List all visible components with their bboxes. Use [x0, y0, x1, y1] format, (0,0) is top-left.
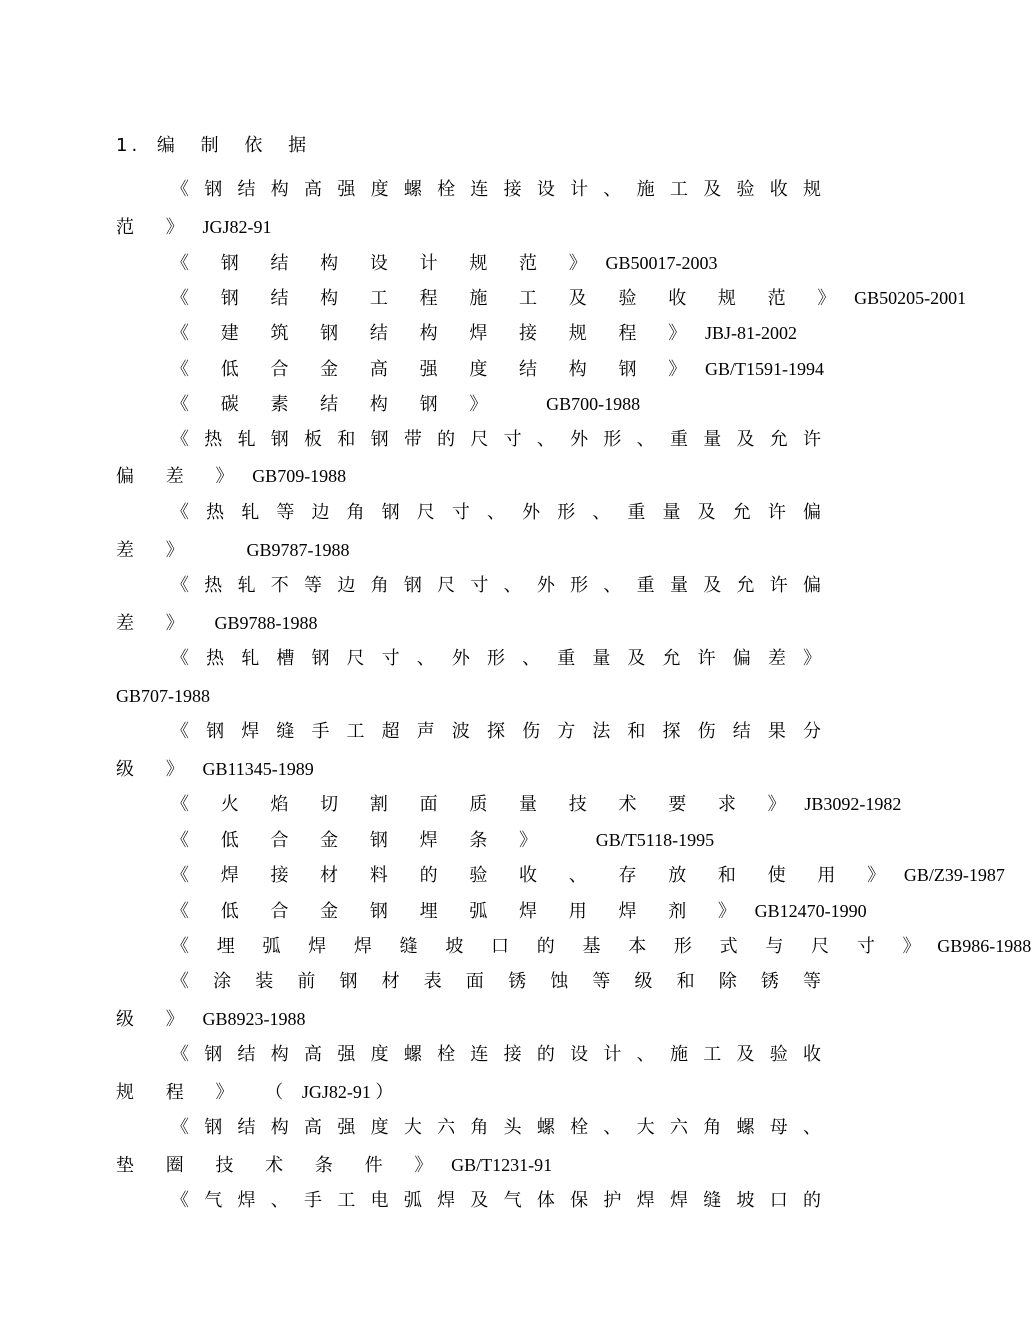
reference-title: 规 程 》 （ [116, 1082, 297, 1103]
reference-line [116, 537, 349, 563]
reference-title: 《 热 轧 槽 钢 尺 寸 、 外 形 、 重 量 及 允 许 偏 差 》 [171, 648, 821, 669]
reference-title: 《 气 焊 、 手 工 电 弧 焊 及 气 体 保 护 焊 焊 缝 坡 口 的 [171, 1190, 821, 1211]
reference-line [116, 756, 314, 782]
reference-line [116, 683, 210, 709]
reference-code: GB/T1591-1994 [704, 359, 824, 379]
reference-title: 《 热 轧 钢 板 和 钢 带 的 尺 寸 、 外 形 、 重 量 及 允 许 [171, 429, 821, 450]
reference-code: GB/Z39-1987 [903, 865, 1005, 885]
reference-code: GB9787-1988 [246, 540, 350, 560]
reference-title: 《 钢 结 构 高 强 度 螺 栓 连 接 的 设 计 、 施 工 及 验 收 [171, 1044, 821, 1065]
reference-title: 差 》 [116, 613, 197, 634]
reference-line [171, 969, 821, 995]
reference-title: 《 低 合 金 钢 焊 条 》 [171, 830, 551, 851]
reference-line [171, 1188, 821, 1214]
reference-title: 垫 圈 技 术 条 件 》 [116, 1155, 446, 1176]
reference-line [171, 791, 901, 817]
reference-line [116, 214, 271, 240]
reference-title: 差 》 [116, 540, 197, 561]
reference-title: 《 低 合 金 钢 埋 弧 焊 用 焊 剂 》 [171, 901, 749, 922]
reference-line [171, 646, 821, 672]
reference-title: 《 钢 焊 缝 手 工 超 声 波 探 伤 方 法 和 探 伤 结 果 分 [171, 721, 821, 742]
reference-title: 《 埋 弧 焊 焊 缝 坡 口 的 基 本 形 式 与 尺 寸 》 [171, 936, 932, 957]
reference-line [116, 463, 346, 489]
reference-line [171, 250, 718, 276]
reference-title: 《 火 焰 切 割 面 质 量 技 术 要 求 》 [171, 794, 799, 815]
reference-code: GB707-1988 [116, 686, 210, 706]
reference-line [171, 898, 867, 924]
reference-title: 《 热 轧 不 等 边 角 钢 尺 寸 、 外 形 、 重 量 及 允 许 偏 [171, 575, 821, 596]
reference-title: 范 》 [116, 217, 197, 238]
reference-line [171, 1042, 821, 1068]
reference-code: GB/T5118-1995 [595, 830, 715, 850]
section-heading [116, 134, 316, 158]
reference-code: GB8923-1988 [202, 1009, 306, 1029]
reference-line [171, 285, 966, 311]
reference-code: JGJ82-91 [202, 217, 272, 237]
reference-code: GB12470-1990 [754, 901, 867, 921]
reference-line [116, 1152, 552, 1178]
reference-title: 《 钢 结 构 高 强 度 螺 栓 连 接 设 计 、 施 工 及 验 收 规 [171, 179, 821, 200]
reference-line [171, 500, 821, 526]
reference-code: GB986-1988 [937, 936, 1031, 956]
reference-line [171, 719, 821, 745]
reference-code: GB/T1231-91 [451, 1155, 553, 1175]
reference-code: JGJ82-91 ） [301, 1082, 394, 1102]
reference-code: GB700-1988 [546, 394, 641, 414]
reference-title: 《 焊 接 材 料 的 验 收 、 存 放 和 使 用 》 [171, 865, 899, 886]
reference-line [171, 320, 797, 346]
reference-title: 偏 差 》 [116, 466, 247, 487]
reference-line [171, 427, 821, 453]
reference-line [171, 356, 824, 382]
reference-title: 级 》 [116, 1009, 197, 1030]
section-number: 1. [116, 135, 142, 156]
reference-code: GB50205-2001 [854, 288, 967, 308]
reference-line [171, 933, 1031, 959]
reference-title: 《 涂 装 前 钢 材 表 面 锈 蚀 等 级 和 除 锈 等 [171, 971, 821, 992]
reference-code: JBJ-81-2002 [704, 323, 797, 343]
reference-line [116, 1006, 305, 1032]
reference-code: JB3092-1982 [804, 794, 902, 814]
reference-line [171, 862, 1005, 888]
reference-title: 《 低 合 金 高 强 度 结 构 钢 》 [171, 359, 700, 380]
reference-line [116, 1079, 393, 1105]
section-title: 编 制 依 据 [156, 135, 317, 156]
reference-line [171, 573, 821, 599]
reference-title: 《 钢 结 构 设 计 规 范 》 [171, 253, 600, 274]
reference-line [116, 610, 317, 636]
reference-code: GB50017-2003 [605, 253, 718, 273]
reference-title: 《 钢 结 构 工 程 施 工 及 验 收 规 范 》 [171, 288, 849, 309]
reference-title: 级 》 [116, 759, 197, 780]
reference-code: GB11345-1989 [202, 759, 314, 779]
reference-title: 《 建 筑 钢 结 构 焊 接 规 程 》 [171, 323, 700, 344]
reference-line [171, 1115, 821, 1141]
reference-code: GB9788-1988 [214, 613, 318, 633]
reference-line [171, 827, 714, 853]
reference-line [171, 177, 821, 203]
reference-title: 《 碳 素 结 构 钢 》 [171, 394, 501, 415]
reference-title: 《 钢 结 构 高 强 度 大 六 角 头 螺 栓 、 大 六 角 螺 母 、 [171, 1117, 821, 1138]
reference-code: GB709-1988 [252, 466, 347, 486]
reference-title: 《 热 轧 等 边 角 钢 尺 寸 、 外 形 、 重 量 及 允 许 偏 [171, 502, 821, 523]
reference-line [171, 391, 640, 417]
